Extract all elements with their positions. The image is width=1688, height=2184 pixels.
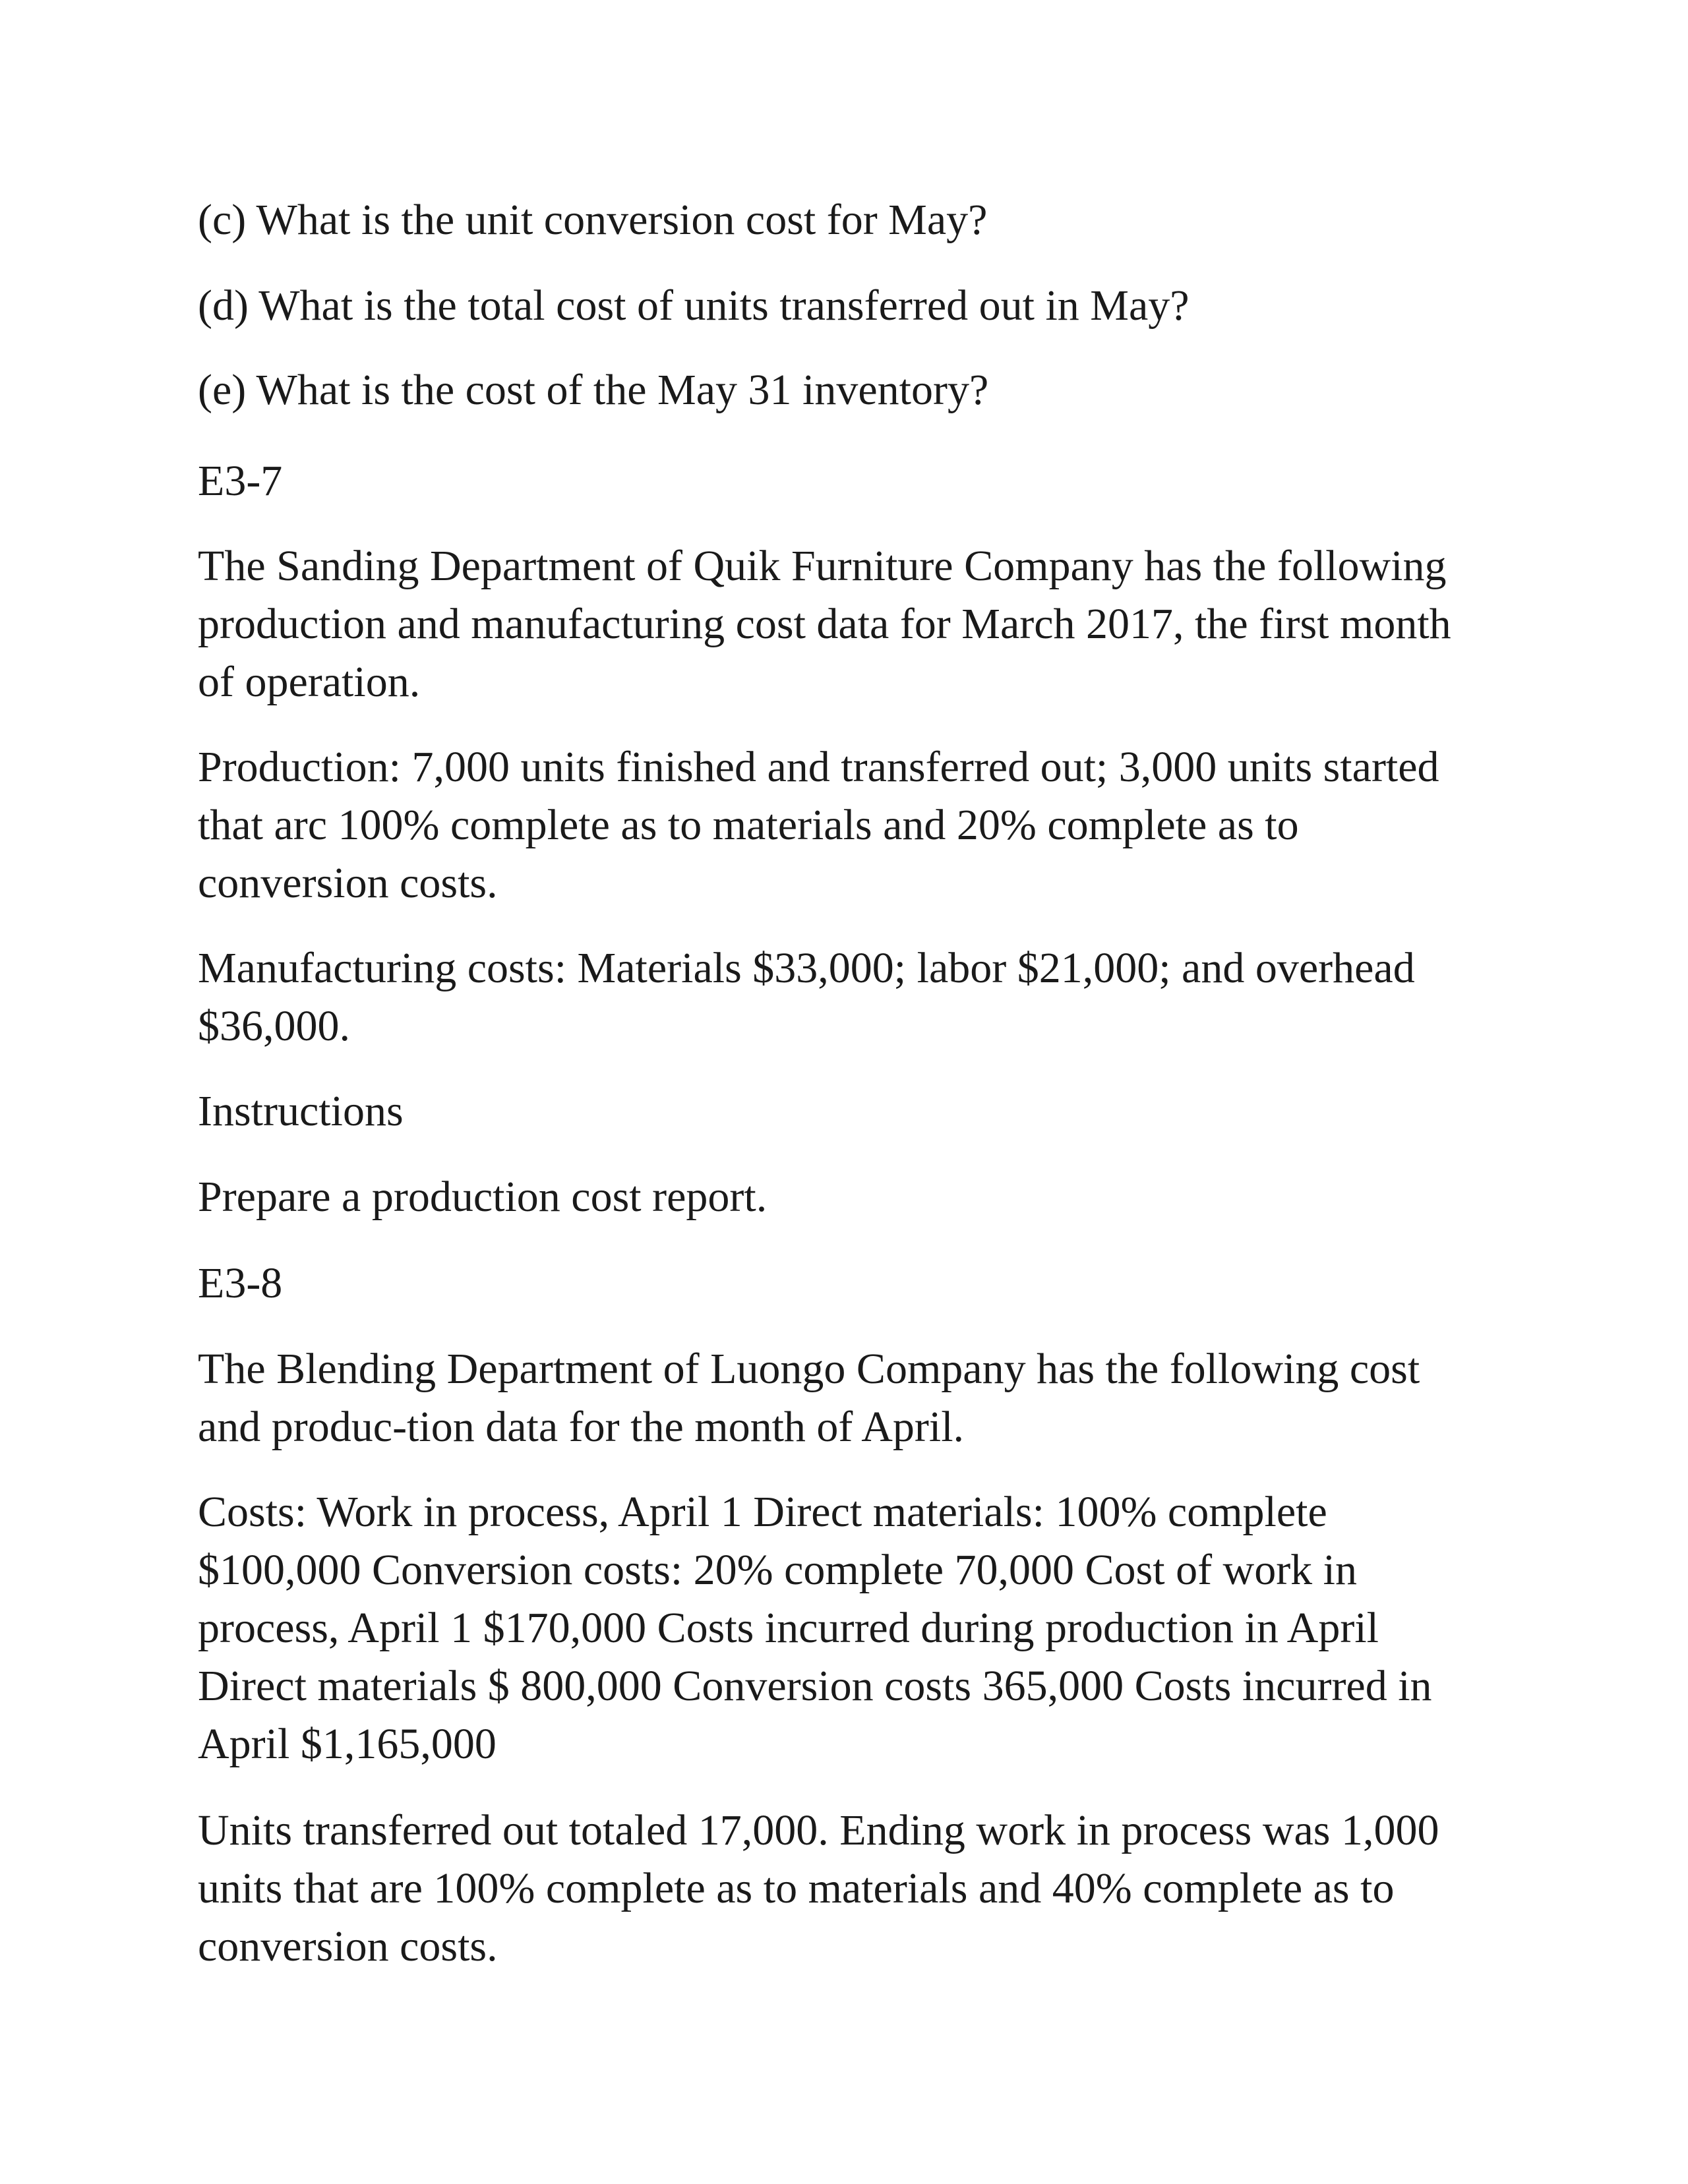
e3-8-costs <box>198 1483 1490 1773</box>
e3-8-costs-line: $100,000 Conversion costs: 20% complete 70,000 Cost of work in <box>198 1546 1358 1594</box>
e3-8-costs-line: Costs: Work in process, April 1 Direct materials: 100% complete <box>198 1488 1327 1536</box>
e3-7-production-line: that arc 100% complete as to materials and 20% complete as to <box>198 801 1299 849</box>
question-c <box>198 191 1490 249</box>
e3-7-production-line: Production: 7,000 units finished and transferred out; 3,000 units started <box>198 743 1439 791</box>
e3-8-costs-line: Direct materials $ 800,000 Conversion costs 365,000 Costs incurred in <box>198 1662 1432 1710</box>
e3-8-units-line: units that are 100% complete as to materials and 40% complete as to <box>198 1864 1395 1912</box>
e3-8-heading-text: E3-8 <box>198 1259 283 1307</box>
e3-8-intro-line: The Blending Department of Luongo Company has the following cost <box>198 1345 1420 1393</box>
e3-8-units-line: conversion costs. <box>198 1922 498 1970</box>
e3-7-intro-line: The Sanding Department of Quik Furniture Company has the following <box>198 542 1447 590</box>
e3-8-intro <box>198 1340 1490 1456</box>
question-c-text: (c) What is the unit conversion cost for May? <box>198 196 988 244</box>
e3-7-manufacturing-costs <box>198 939 1490 1055</box>
question-e <box>198 361 1490 419</box>
e3-7-intro-line: of operation. <box>198 658 421 706</box>
e3-7-heading <box>198 452 1490 510</box>
e3-7-heading-text: E3-7 <box>198 457 283 505</box>
e3-8-heading <box>198 1254 1490 1313</box>
e3-7-production-line: conversion costs. <box>198 859 498 907</box>
e3-7-production <box>198 738 1490 912</box>
e3-7-instructions-heading-text: Instructions <box>198 1087 404 1135</box>
e3-8-costs-line: process, April 1 $170,000 Costs incurred during production in April <box>198 1604 1379 1652</box>
question-d <box>198 277 1490 335</box>
e3-8-intro-line: and produc-tion data for the month of April. <box>198 1403 965 1451</box>
e3-8-units-line: Units transferred out totaled 17,000. Ending work in process was 1,000 <box>198 1806 1439 1854</box>
e3-7-intro-line: production and manufacturing cost data for March 2017, the first month <box>198 600 1451 648</box>
e3-7-instructions-text <box>198 1168 1490 1226</box>
question-e-text: (e) What is the cost of the May 31 inventory? <box>198 366 989 414</box>
e3-7-manufacturing-costs-line: $36,000. <box>198 1002 350 1050</box>
e3-7-instructions-heading <box>198 1082 1490 1140</box>
e3-7-instructions-text-line: Prepare a production cost report. <box>198 1173 768 1221</box>
e3-7-manufacturing-costs-line: Manufacturing costs: Materials $33,000; labor $21,000; and overhead <box>198 944 1415 992</box>
e3-7-intro <box>198 537 1490 711</box>
e3-8-units <box>198 1802 1490 1976</box>
question-d-text: (d) What is the total cost of units transferred out in May? <box>198 281 1190 330</box>
e3-8-costs-line: April $1,165,000 <box>198 1720 497 1768</box>
